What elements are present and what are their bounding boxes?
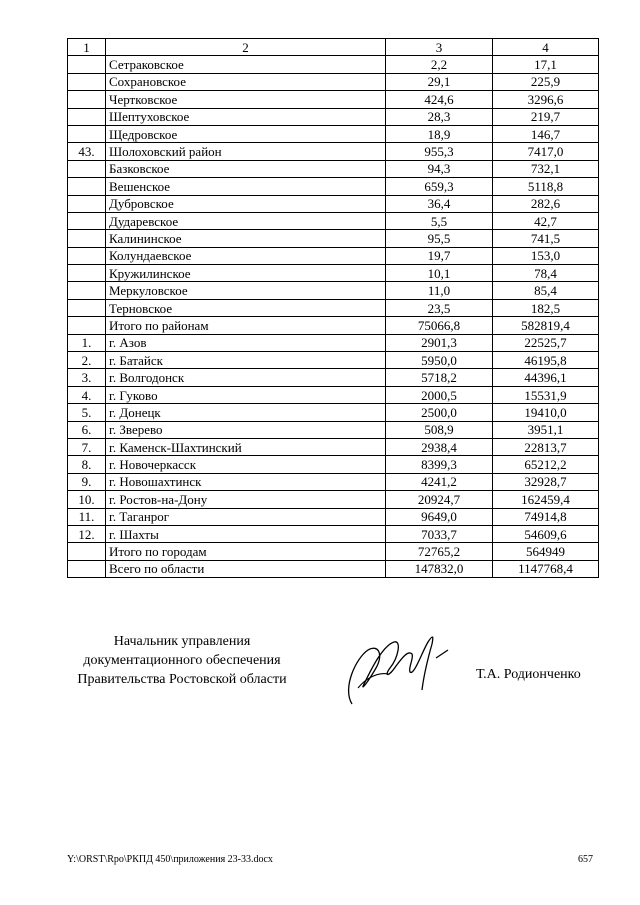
table-cell-col-2: Дубровское (106, 195, 386, 212)
table-cell-col-4: 146,7 (493, 125, 599, 142)
table-cell-col-3: 2938,4 (386, 438, 493, 455)
table-cell-col-4: 85,4 (493, 282, 599, 299)
table-cell-col-1 (68, 160, 106, 177)
table-row (68, 247, 599, 264)
table-cell-col-4: 1147768,4 (493, 560, 599, 577)
table-cell-col-1 (68, 195, 106, 212)
table-cell-col-2: Шептуховское (106, 108, 386, 125)
table-cell-col-1 (68, 317, 106, 334)
table-header-row (68, 39, 599, 56)
table-row (68, 352, 599, 369)
table-cell-col-2: г. Каменск-Шахтинский (106, 438, 386, 455)
table-cell-col-2: г. Батайск (106, 352, 386, 369)
header-col-4: 4 (493, 39, 599, 56)
table-row (68, 525, 599, 542)
table-cell-col-2: г. Азов (106, 334, 386, 351)
table-cell-col-2: Базковское (106, 160, 386, 177)
table-cell-col-2: г. Шахты (106, 525, 386, 542)
table-cell-col-4: 65212,2 (493, 456, 599, 473)
table-cell-col-3: 8399,3 (386, 456, 493, 473)
table-cell-col-2: г. Ростов-на-Дону (106, 491, 386, 508)
table-cell-col-4: 32928,7 (493, 473, 599, 490)
table-cell-col-3: 20924,7 (386, 491, 493, 508)
table-cell-col-2: Вешенское (106, 178, 386, 195)
table-row (68, 508, 599, 525)
table-cell-col-2: Дударевское (106, 212, 386, 229)
table-cell-col-3: 11,0 (386, 282, 493, 299)
header-col-2: 2 (106, 39, 386, 56)
table-cell-col-4: 741,5 (493, 230, 599, 247)
table-cell-col-4: 153,0 (493, 247, 599, 264)
table-cell-col-4: 3296,6 (493, 91, 599, 108)
table-cell-col-3: 72765,2 (386, 543, 493, 560)
table-cell-col-4: 15531,9 (493, 386, 599, 403)
table-cell-col-4: 42,7 (493, 212, 599, 229)
table-cell-col-4: 582819,4 (493, 317, 599, 334)
table-cell-col-1 (68, 56, 106, 73)
table-cell-col-1: 10. (68, 491, 106, 508)
table-cell-col-2: г. Зверево (106, 421, 386, 438)
table-cell-col-3: 7033,7 (386, 525, 493, 542)
table-cell-col-4: 162459,4 (493, 491, 599, 508)
table-cell-col-4: 19410,0 (493, 404, 599, 421)
table-cell-col-3: 5,5 (386, 212, 493, 229)
table-row (68, 404, 599, 421)
signatory-name: Т.А. Родионченко (476, 667, 581, 682)
table-cell-col-4: 54609,6 (493, 525, 599, 542)
table-cell-col-3: 659,3 (386, 178, 493, 195)
table-row (68, 560, 599, 577)
data-table (67, 38, 599, 578)
table-cell-col-3: 94,3 (386, 160, 493, 177)
table-cell-col-1: 43. (68, 143, 106, 160)
footer-file-path: Y:\ORST\Rpo\РКПД 450\приложения 23-33.docx (67, 854, 273, 865)
table-row (68, 438, 599, 455)
table-cell-col-2: Щедровское (106, 125, 386, 142)
signatory-position (68, 632, 296, 689)
table-cell-col-4: 17,1 (493, 56, 599, 73)
table-cell-col-1 (68, 560, 106, 577)
table-cell-col-3: 75066,8 (386, 317, 493, 334)
table-cell-col-2: Калининское (106, 230, 386, 247)
table-cell-col-3: 9649,0 (386, 508, 493, 525)
table-row (68, 369, 599, 386)
table-row (68, 456, 599, 473)
table-row (68, 91, 599, 108)
table-cell-col-2: г. Волгодонск (106, 369, 386, 386)
table-cell-col-3: 955,3 (386, 143, 493, 160)
table-cell-col-1: 12. (68, 525, 106, 542)
table-cell-col-1 (68, 543, 106, 560)
table-cell-col-3: 28,3 (386, 108, 493, 125)
table-cell-col-1: 4. (68, 386, 106, 403)
table-cell-col-4: 22813,7 (493, 438, 599, 455)
table-cell-col-2: Шолоховский район (106, 143, 386, 160)
table-cell-col-2: Всего по области (106, 560, 386, 577)
table-cell-col-1: 3. (68, 369, 106, 386)
table-row (68, 125, 599, 142)
table-cell-col-3: 10,1 (386, 265, 493, 282)
table-cell-col-2: г. Таганрог (106, 508, 386, 525)
table-row (68, 212, 599, 229)
position-line: Начальник управления (113, 634, 251, 649)
table-cell-col-4: 225,9 (493, 73, 599, 90)
table-cell-col-4: 182,5 (493, 299, 599, 316)
table-cell-col-3: 4241,2 (386, 473, 493, 490)
table-cell-col-2: Итого по районам (106, 317, 386, 334)
table-cell-col-3: 2,2 (386, 56, 493, 73)
table-cell-col-4: 732,1 (493, 160, 599, 177)
table-cell-col-2: Сохрановское (106, 73, 386, 90)
header-col-1: 1 (68, 39, 106, 56)
table-row (68, 108, 599, 125)
position-line: документационного обеспечения (83, 653, 281, 668)
table-row (68, 386, 599, 403)
table-row (68, 299, 599, 316)
table-cell-col-3: 23,5 (386, 299, 493, 316)
table-cell-col-2: Меркуловское (106, 282, 386, 299)
table-cell-col-1: 9. (68, 473, 106, 490)
table-cell-col-1: 6. (68, 421, 106, 438)
table-row (68, 421, 599, 438)
table-cell-col-1 (68, 265, 106, 282)
table-cell-col-3: 18,9 (386, 125, 493, 142)
table-cell-col-1: 11. (68, 508, 106, 525)
table-cell-col-3: 19,7 (386, 247, 493, 264)
page-number: 657 (578, 854, 593, 865)
table-cell-col-4: 7417,0 (493, 143, 599, 160)
table-cell-col-2: Чертковское (106, 91, 386, 108)
table-row (68, 230, 599, 247)
table-cell-col-1 (68, 125, 106, 142)
table-cell-col-3: 36,4 (386, 195, 493, 212)
table-cell-col-3: 95,5 (386, 230, 493, 247)
table-cell-col-3: 147832,0 (386, 560, 493, 577)
table-cell-col-1 (68, 230, 106, 247)
table-cell-col-1 (68, 108, 106, 125)
table-cell-col-4: 78,4 (493, 265, 599, 282)
table-cell-col-1: 7. (68, 438, 106, 455)
table-cell-col-2: Сетраковское (106, 56, 386, 73)
table-row (68, 178, 599, 195)
table-cell-col-1 (68, 282, 106, 299)
table-cell-col-3: 508,9 (386, 421, 493, 438)
table-cell-col-1: 2. (68, 352, 106, 369)
table-cell-col-3: 29,1 (386, 73, 493, 90)
table-cell-col-1: 5. (68, 404, 106, 421)
table-cell-col-4: 74914,8 (493, 508, 599, 525)
table-cell-col-2: Кружилинское (106, 265, 386, 282)
table-row (68, 195, 599, 212)
position-line: Правительства Ростовской области (77, 672, 287, 687)
table-cell-col-4: 5118,8 (493, 178, 599, 195)
table-cell-col-4: 44396,1 (493, 369, 599, 386)
table-row (68, 56, 599, 73)
table-cell-col-1 (68, 212, 106, 229)
handwritten-signature (338, 628, 458, 710)
table-cell-col-1: 1. (68, 334, 106, 351)
table-cell-col-4: 282,6 (493, 195, 599, 212)
table-row (68, 334, 599, 351)
table-cell-col-1: 8. (68, 456, 106, 473)
table-row (68, 282, 599, 299)
table-cell-col-2: г. Гуково (106, 386, 386, 403)
table-cell-col-2: г. Новочеркасск (106, 456, 386, 473)
table-cell-col-3: 2901,3 (386, 334, 493, 351)
table-row (68, 543, 599, 560)
table-cell-col-2: Итого по городам (106, 543, 386, 560)
table-cell-col-3: 424,6 (386, 91, 493, 108)
table-cell-col-2: Колундаевское (106, 247, 386, 264)
table-cell-col-3: 2500,0 (386, 404, 493, 421)
table-cell-col-1 (68, 178, 106, 195)
table-cell-col-2: Терновское (106, 299, 386, 316)
table-cell-col-4: 564949 (493, 543, 599, 560)
table-row (68, 317, 599, 334)
table-row (68, 73, 599, 90)
table-cell-col-1 (68, 73, 106, 90)
table-cell-col-2: г. Новошахтинск (106, 473, 386, 490)
table-row (68, 160, 599, 177)
table-cell-col-4: 22525,7 (493, 334, 599, 351)
header-col-3: 3 (386, 39, 493, 56)
table-cell-col-4: 46195,8 (493, 352, 599, 369)
table-cell-col-3: 5950,0 (386, 352, 493, 369)
table-cell-col-3: 5718,2 (386, 369, 493, 386)
table-cell-col-1 (68, 247, 106, 264)
table-cell-col-2: г. Донецк (106, 404, 386, 421)
table-cell-col-1 (68, 299, 106, 316)
table-cell-col-1 (68, 91, 106, 108)
table-cell-col-4: 219,7 (493, 108, 599, 125)
table-row (68, 473, 599, 490)
table-row (68, 491, 599, 508)
table-row (68, 143, 599, 160)
table-cell-col-3: 2000,5 (386, 386, 493, 403)
table-row (68, 265, 599, 282)
table-cell-col-4: 3951,1 (493, 421, 599, 438)
